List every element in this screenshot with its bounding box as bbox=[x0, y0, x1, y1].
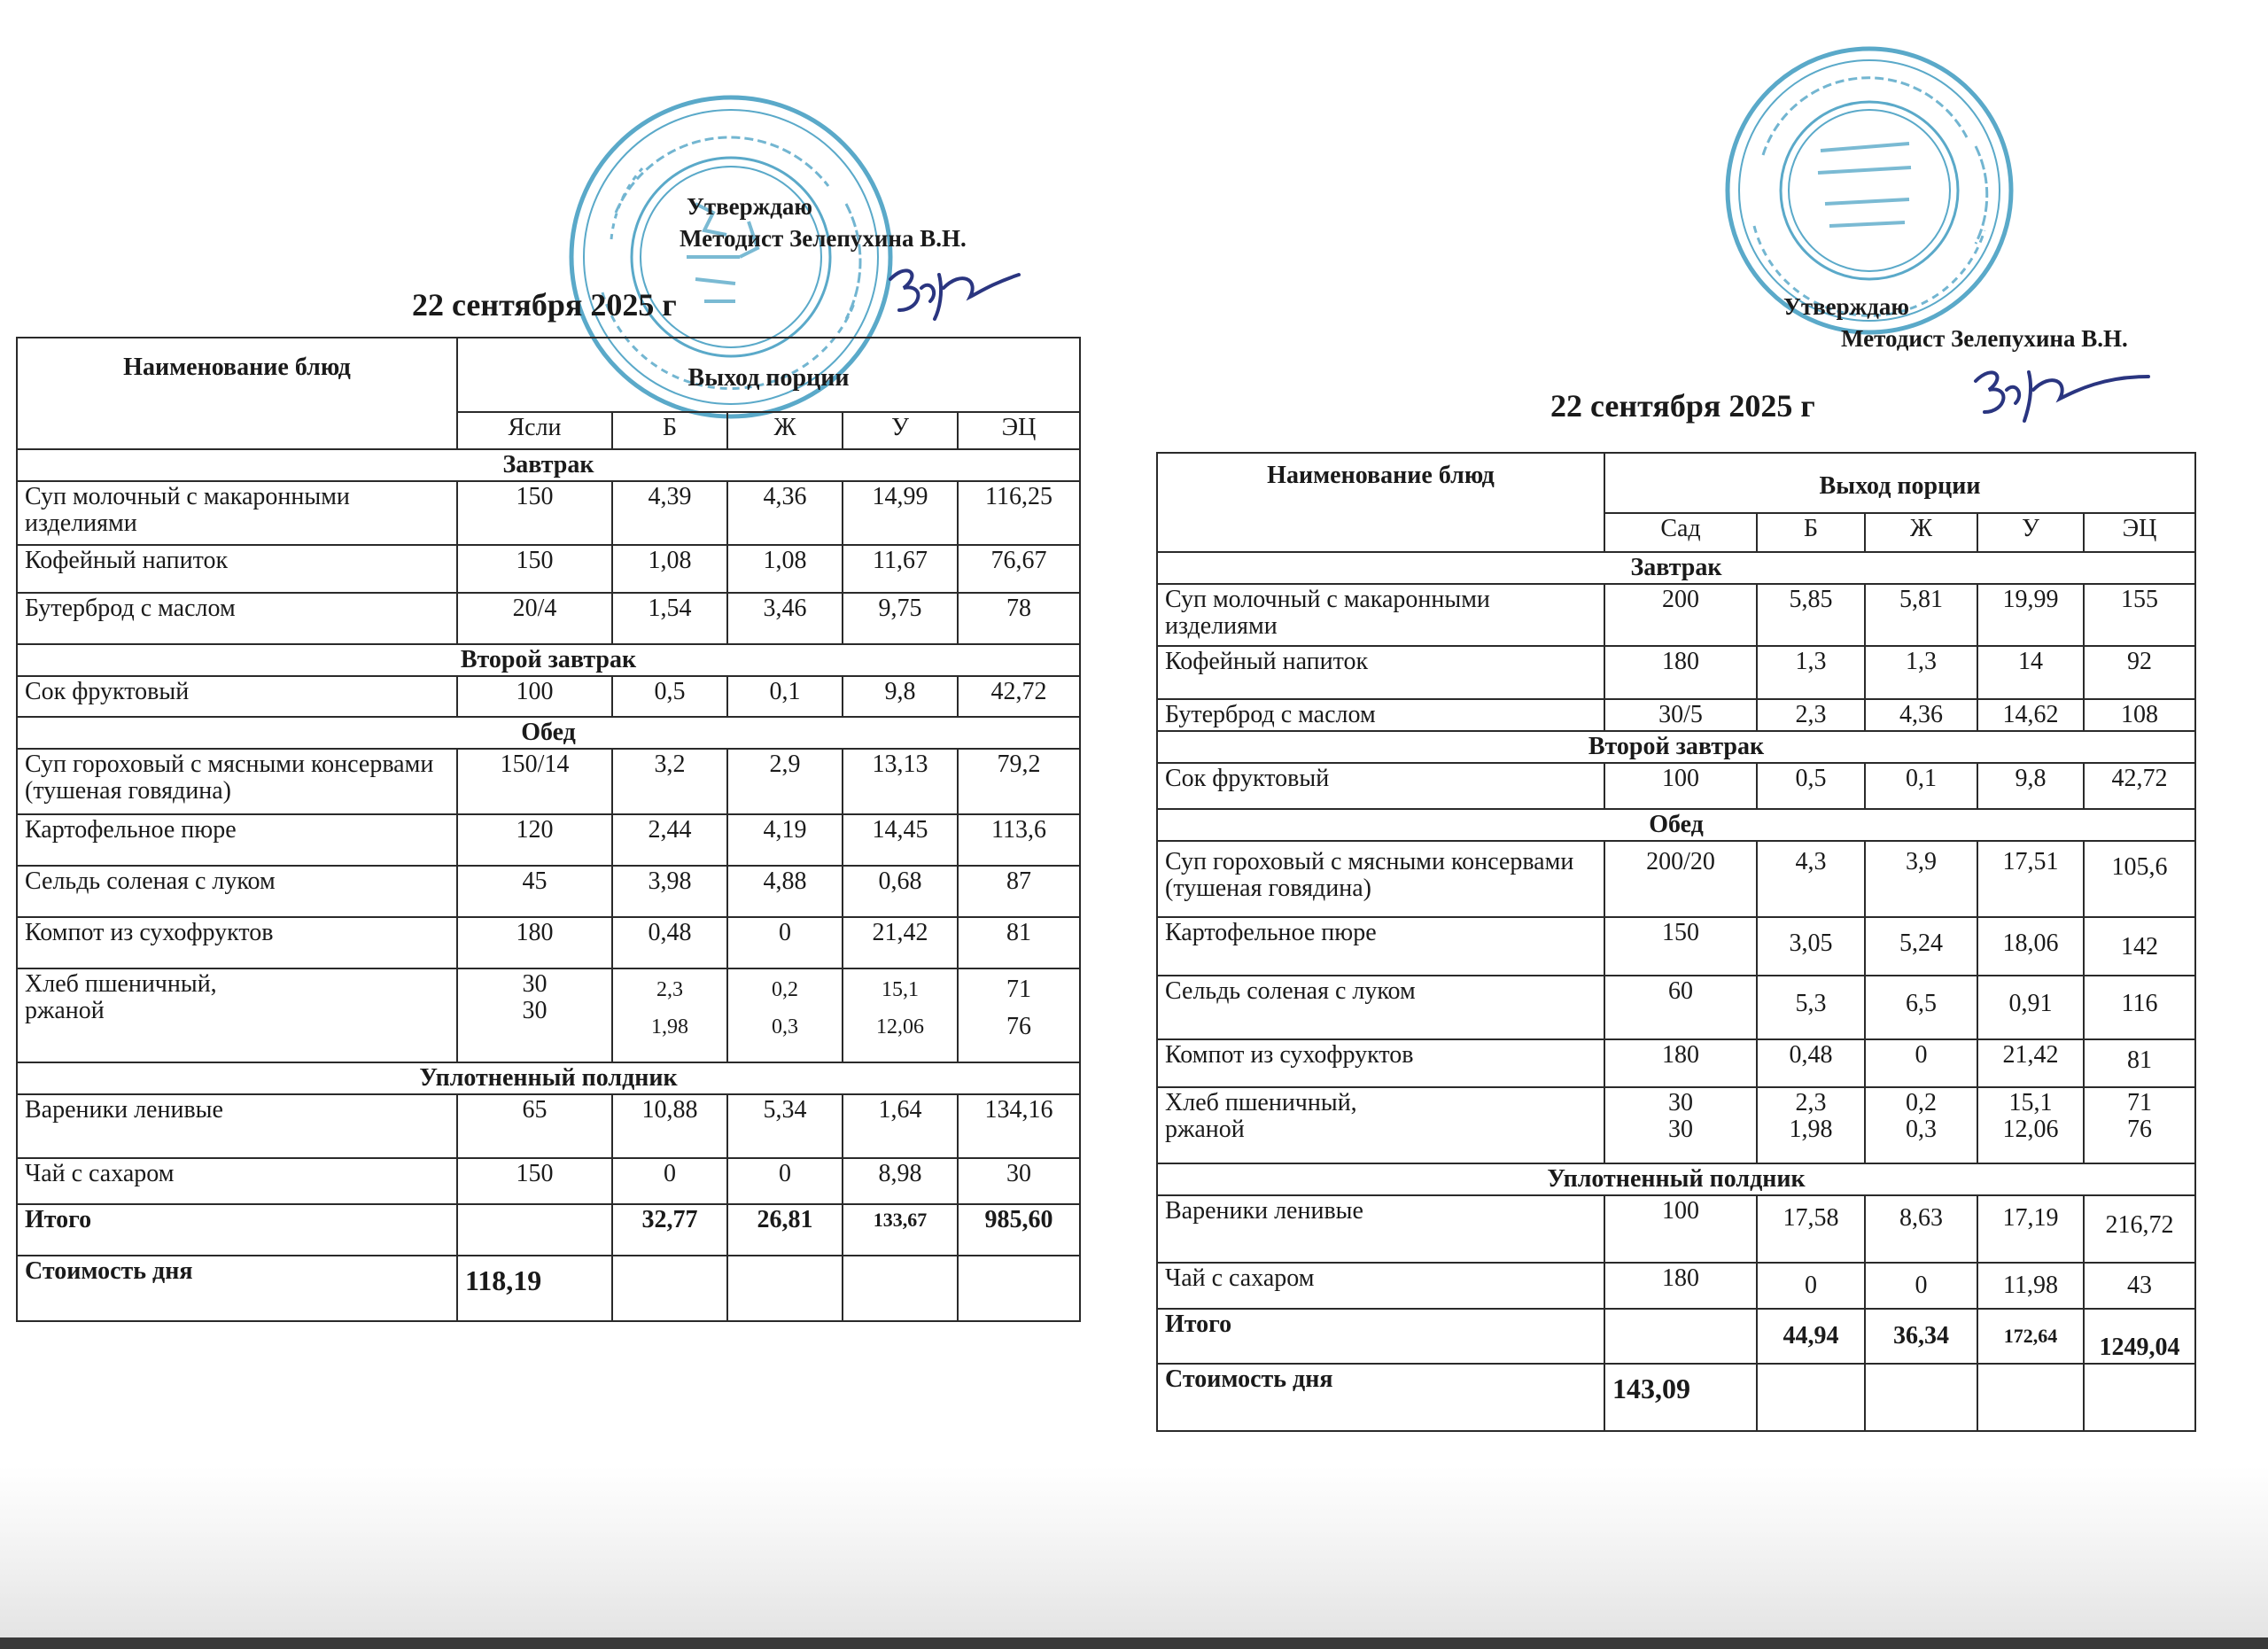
dish-carbs: 11,98 bbox=[1977, 1263, 2084, 1309]
dish-protein: 0,5 bbox=[1757, 763, 1865, 809]
table-row bbox=[1157, 1087, 2195, 1163]
dish-portion: 100 bbox=[1604, 1195, 1757, 1263]
table-row bbox=[17, 676, 1080, 717]
scan-bottom-edge bbox=[0, 1637, 2268, 1649]
dish-energy: 81 bbox=[2084, 1039, 2195, 1087]
date-left: 22 сентября 2025 г bbox=[412, 287, 677, 323]
cost-empty bbox=[843, 1256, 958, 1321]
dish-portion: 200/20 bbox=[1604, 841, 1757, 917]
scan-artifact-band bbox=[0, 1466, 2268, 1649]
section-second-breakfast: Второй завтрак bbox=[17, 644, 1080, 676]
dish-fat: 4,36 bbox=[727, 481, 843, 545]
section-breakfast: Завтрак bbox=[1157, 552, 2195, 584]
dish-portion: 150 bbox=[457, 1158, 612, 1204]
dish-energy: 142 bbox=[2084, 917, 2195, 976]
dish-fat: 0 bbox=[727, 917, 843, 968]
cost-empty bbox=[958, 1256, 1080, 1321]
dish-energy: 81 bbox=[958, 917, 1080, 968]
table-row bbox=[17, 866, 1080, 917]
cost-label: Стоимость дня bbox=[17, 1256, 457, 1321]
total-label: Итого bbox=[1157, 1309, 1604, 1364]
dish-protein: 2,3 bbox=[1757, 699, 1865, 731]
dish-portion: 20/4 bbox=[457, 593, 612, 644]
dish-fat: 5,81 bbox=[1865, 584, 1977, 646]
dish-carbs: 14,62 bbox=[1977, 699, 2084, 731]
cost-empty bbox=[1757, 1364, 1865, 1431]
total-portion-empty bbox=[1604, 1309, 1757, 1364]
header-energy: ЭЦ bbox=[2084, 513, 2195, 552]
dish-name: Сок фруктовый bbox=[1157, 763, 1604, 809]
dish-protein: 2,3 1,98 bbox=[1757, 1087, 1865, 1163]
dish-energy: 43 bbox=[2084, 1263, 2195, 1309]
table-row bbox=[17, 749, 1080, 814]
dish-energy: 76,67 bbox=[958, 545, 1080, 593]
dish-energy: 42,72 bbox=[2084, 763, 2195, 809]
table-row bbox=[17, 968, 1080, 1062]
table-row bbox=[17, 1094, 1080, 1158]
dish-carbs: 21,42 bbox=[1977, 1039, 2084, 1087]
dish-portion: 120 bbox=[457, 814, 612, 866]
dish-carbs: 15,1 12,06 bbox=[843, 968, 958, 1062]
dish-name: Кофейный напиток bbox=[1157, 646, 1604, 699]
section-lunch: Обед bbox=[17, 717, 1080, 749]
dish-protein: 5,85 bbox=[1757, 584, 1865, 646]
total-row bbox=[1157, 1309, 2195, 1364]
dish-portion: 150 bbox=[457, 481, 612, 545]
dish-carbs: 9,75 bbox=[843, 593, 958, 644]
total-protein: 44,94 bbox=[1757, 1309, 1865, 1364]
dish-energy: 105,6 bbox=[2084, 841, 2195, 917]
dish-fat: 4,88 bbox=[727, 866, 843, 917]
total-energy: 1249,04 bbox=[2084, 1309, 2195, 1364]
dish-fat: 4,19 bbox=[727, 814, 843, 866]
dish-portion: 60 bbox=[1604, 976, 1757, 1039]
dish-fat: 4,36 bbox=[1865, 699, 1977, 731]
dish-carbs: 1,64 bbox=[843, 1094, 958, 1158]
approval-title-left: Утверждаю bbox=[687, 193, 813, 220]
dish-energy: 71 76 bbox=[2084, 1087, 2195, 1163]
dish-name: Кофейный напиток bbox=[17, 545, 457, 593]
dish-protein: 0 bbox=[612, 1158, 727, 1204]
dish-carbs: 18,06 bbox=[1977, 917, 2084, 976]
dish-energy: 42,72 bbox=[958, 676, 1080, 717]
header-protein: Б bbox=[1757, 513, 1865, 552]
total-label: Итого bbox=[17, 1204, 457, 1256]
header-fat: Ж bbox=[1865, 513, 1977, 552]
dish-protein: 10,88 bbox=[612, 1094, 727, 1158]
dish-portion: 30 30 bbox=[457, 968, 612, 1062]
dish-protein: 4,3 bbox=[1757, 841, 1865, 917]
dish-fat: 5,34 bbox=[727, 1094, 843, 1158]
dish-protein: 2,44 bbox=[612, 814, 727, 866]
header-portion-output: Выход порции bbox=[1604, 453, 2195, 513]
cost-empty bbox=[1865, 1364, 1977, 1431]
section-second-breakfast: Второй завтрак bbox=[1157, 731, 2195, 763]
dish-name: Вареники ленивые bbox=[1157, 1195, 1604, 1263]
dish-name: Сельдь соленая с луком bbox=[1157, 976, 1604, 1039]
dish-energy: 30 bbox=[958, 1158, 1080, 1204]
cost-empty bbox=[612, 1256, 727, 1321]
dish-carbs: 14,99 bbox=[843, 481, 958, 545]
header-carbs: У bbox=[1977, 513, 2084, 552]
dish-name: Картофельное пюре bbox=[1157, 917, 1604, 976]
dish-protein: 3,2 bbox=[612, 749, 727, 814]
table-row bbox=[1157, 841, 2195, 917]
table-row bbox=[17, 1158, 1080, 1204]
dish-carbs: 14,45 bbox=[843, 814, 958, 866]
table-row bbox=[1157, 646, 2195, 699]
header-age-group: Сад bbox=[1604, 513, 1757, 552]
approval-block-right bbox=[1783, 291, 2128, 354]
dish-protein: 5,3 bbox=[1757, 976, 1865, 1039]
signature-left bbox=[882, 253, 1023, 323]
dish-carbs: 0,68 bbox=[843, 866, 958, 917]
date-right: 22 сентября 2025 г bbox=[1550, 388, 1815, 424]
dish-fat: 8,63 bbox=[1865, 1195, 1977, 1263]
total-carbs: 133,67 bbox=[843, 1204, 958, 1256]
cost-value: 118,19 bbox=[457, 1256, 612, 1321]
cost-empty bbox=[2084, 1364, 2195, 1431]
dish-portion: 100 bbox=[457, 676, 612, 717]
dish-name: Компот из сухофруктов bbox=[17, 917, 457, 968]
table-row bbox=[1157, 917, 2195, 976]
dish-carbs: 19,99 bbox=[1977, 584, 2084, 646]
dish-protein: 3,05 bbox=[1757, 917, 1865, 976]
cost-row bbox=[1157, 1364, 2195, 1431]
dish-name: Компот из сухофруктов bbox=[1157, 1039, 1604, 1087]
dish-name: Бутерброд с маслом bbox=[17, 593, 457, 644]
dish-portion: 30 30 bbox=[1604, 1087, 1757, 1163]
dish-carbs: 13,13 bbox=[843, 749, 958, 814]
dish-name: Хлеб пшеничный, ржаной bbox=[17, 968, 457, 1062]
total-protein: 32,77 bbox=[612, 1204, 727, 1256]
dish-name: Хлеб пшеничный, ржаной bbox=[1157, 1087, 1604, 1163]
dish-protein: 0,48 bbox=[1757, 1039, 1865, 1087]
dish-name: Бутерброд с маслом bbox=[1157, 699, 1604, 731]
dish-portion: 150 bbox=[1604, 917, 1757, 976]
header-age-group: Ясли bbox=[457, 412, 612, 449]
cost-row bbox=[17, 1256, 1080, 1321]
dish-portion: 180 bbox=[1604, 1039, 1757, 1087]
dish-energy: 79,2 bbox=[958, 749, 1080, 814]
approval-block-left bbox=[680, 191, 967, 254]
dish-carbs: 8,98 bbox=[843, 1158, 958, 1204]
section-snack: Уплотненный полдник bbox=[17, 1062, 1080, 1094]
dish-energy: 92 bbox=[2084, 646, 2195, 699]
total-row bbox=[17, 1204, 1080, 1256]
cost-value: 143,09 bbox=[1604, 1364, 1757, 1431]
total-fat: 26,81 bbox=[727, 1204, 843, 1256]
table-row bbox=[1157, 584, 2195, 646]
table-row bbox=[1157, 699, 2195, 731]
total-portion-empty bbox=[457, 1204, 612, 1256]
dish-energy: 216,72 bbox=[2084, 1195, 2195, 1263]
dish-carbs: 15,1 12,06 bbox=[1977, 1087, 2084, 1163]
dish-portion: 150/14 bbox=[457, 749, 612, 814]
dish-energy: 155 bbox=[2084, 584, 2195, 646]
section-breakfast: Завтрак bbox=[17, 449, 1080, 481]
dish-fat: 0,2 0,3 bbox=[1865, 1087, 1977, 1163]
dish-energy: 87 bbox=[958, 866, 1080, 917]
dish-protein: 1,08 bbox=[612, 545, 727, 593]
table-row bbox=[17, 545, 1080, 593]
approval-signatory-right: Методист Зелепухина В.Н. bbox=[1841, 325, 2128, 352]
dish-fat: 2,9 bbox=[727, 749, 843, 814]
dish-energy: 116,25 bbox=[958, 481, 1080, 545]
dish-protein: 0,48 bbox=[612, 917, 727, 968]
dish-name: Суп молочный с макаронными изделиями bbox=[17, 481, 457, 545]
header-carbs: У bbox=[843, 412, 958, 449]
dish-name: Картофельное пюре bbox=[17, 814, 457, 866]
dish-carbs: 14 bbox=[1977, 646, 2084, 699]
dish-protein: 2,3 1,98 bbox=[612, 968, 727, 1062]
table-row bbox=[17, 814, 1080, 866]
dish-name: Чай с сахаром bbox=[17, 1158, 457, 1204]
dish-fat: 6,5 bbox=[1865, 976, 1977, 1039]
dish-portion: 180 bbox=[1604, 646, 1757, 699]
total-carbs: 172,64 bbox=[1977, 1309, 2084, 1364]
dish-protein: 17,58 bbox=[1757, 1195, 1865, 1263]
approval-title-right: Утверждаю bbox=[1783, 293, 1910, 320]
cost-empty bbox=[1977, 1364, 2084, 1431]
cost-label: Стоимость дня bbox=[1157, 1364, 1604, 1431]
menu-table-right bbox=[1156, 452, 2196, 1432]
dish-energy: 71 76 bbox=[958, 968, 1080, 1062]
table-row bbox=[17, 593, 1080, 644]
total-fat: 36,34 bbox=[1865, 1309, 1977, 1364]
dish-fat: 0 bbox=[1865, 1039, 1977, 1087]
dish-name: Вареники ленивые bbox=[17, 1094, 457, 1158]
dish-carbs: 11,67 bbox=[843, 545, 958, 593]
header-protein: Б bbox=[612, 412, 727, 449]
dish-carbs: 9,8 bbox=[1977, 763, 2084, 809]
dish-protein: 1,54 bbox=[612, 593, 727, 644]
dish-fat: 1,3 bbox=[1865, 646, 1977, 699]
header-dish-name: Наименование блюд bbox=[17, 338, 457, 449]
section-snack: Уплотненный полдник bbox=[1157, 1163, 2195, 1195]
dish-energy: 108 bbox=[2084, 699, 2195, 731]
dish-name: Суп молочный с макаронными изделиями bbox=[1157, 584, 1604, 646]
header-portion-output: Выход порции bbox=[457, 338, 1080, 412]
dish-portion: 65 bbox=[457, 1094, 612, 1158]
dish-fat: 0 bbox=[727, 1158, 843, 1204]
dish-energy: 116 bbox=[2084, 976, 2195, 1039]
dish-fat: 0 bbox=[1865, 1263, 1977, 1309]
dish-carbs: 17,51 bbox=[1977, 841, 2084, 917]
table-row bbox=[1157, 763, 2195, 809]
dish-protein: 4,39 bbox=[612, 481, 727, 545]
approval-signatory-left: Методист Зелепухина В.Н. bbox=[680, 225, 967, 252]
dish-carbs: 0,91 bbox=[1977, 976, 2084, 1039]
dish-protein: 0,5 bbox=[612, 676, 727, 717]
header-dish-name: Наименование блюд bbox=[1157, 453, 1604, 552]
dish-portion: 150 bbox=[457, 545, 612, 593]
dish-carbs: 21,42 bbox=[843, 917, 958, 968]
table-row bbox=[1157, 1263, 2195, 1309]
dish-protein: 1,3 bbox=[1757, 646, 1865, 699]
dish-energy: 134,16 bbox=[958, 1094, 1080, 1158]
dish-portion: 180 bbox=[1604, 1263, 1757, 1309]
dish-portion: 180 bbox=[457, 917, 612, 968]
cost-empty bbox=[727, 1256, 843, 1321]
table-row bbox=[1157, 976, 2195, 1039]
dish-protein: 3,98 bbox=[612, 866, 727, 917]
dish-name: Сок фруктовый bbox=[17, 676, 457, 717]
dish-fat: 3,46 bbox=[727, 593, 843, 644]
signature-right bbox=[1967, 350, 2153, 425]
dish-fat: 3,9 bbox=[1865, 841, 1977, 917]
header-energy: ЭЦ bbox=[958, 412, 1080, 449]
dish-fat: 0,2 0,3 bbox=[727, 968, 843, 1062]
dish-portion: 200 bbox=[1604, 584, 1757, 646]
dish-protein: 0 bbox=[1757, 1263, 1865, 1309]
table-row bbox=[17, 917, 1080, 968]
dish-portion: 30/5 bbox=[1604, 699, 1757, 731]
table-row bbox=[1157, 1039, 2195, 1087]
table-row bbox=[1157, 1195, 2195, 1263]
dish-portion: 100 bbox=[1604, 763, 1757, 809]
dish-fat: 1,08 bbox=[727, 545, 843, 593]
dish-fat: 0,1 bbox=[1865, 763, 1977, 809]
header-fat: Ж bbox=[727, 412, 843, 449]
dish-name: Суп гороховый с мясными консервами (тушеная говядина) bbox=[17, 749, 457, 814]
dish-name: Суп гороховый с мясными консервами (тушеная говядина) bbox=[1157, 841, 1604, 917]
dish-portion: 45 bbox=[457, 866, 612, 917]
dish-name: Чай с сахаром bbox=[1157, 1263, 1604, 1309]
total-energy: 985,60 bbox=[958, 1204, 1080, 1256]
dish-fat: 0,1 bbox=[727, 676, 843, 717]
dish-fat: 5,24 bbox=[1865, 917, 1977, 976]
dish-carbs: 9,8 bbox=[843, 676, 958, 717]
dish-energy: 78 bbox=[958, 593, 1080, 644]
dish-name: Сельдь соленая с луком bbox=[17, 866, 457, 917]
table-row bbox=[17, 481, 1080, 545]
dish-carbs: 17,19 bbox=[1977, 1195, 2084, 1263]
menu-table-left bbox=[16, 337, 1081, 1322]
dish-energy: 113,6 bbox=[958, 814, 1080, 866]
section-lunch: Обед bbox=[1157, 809, 2195, 841]
